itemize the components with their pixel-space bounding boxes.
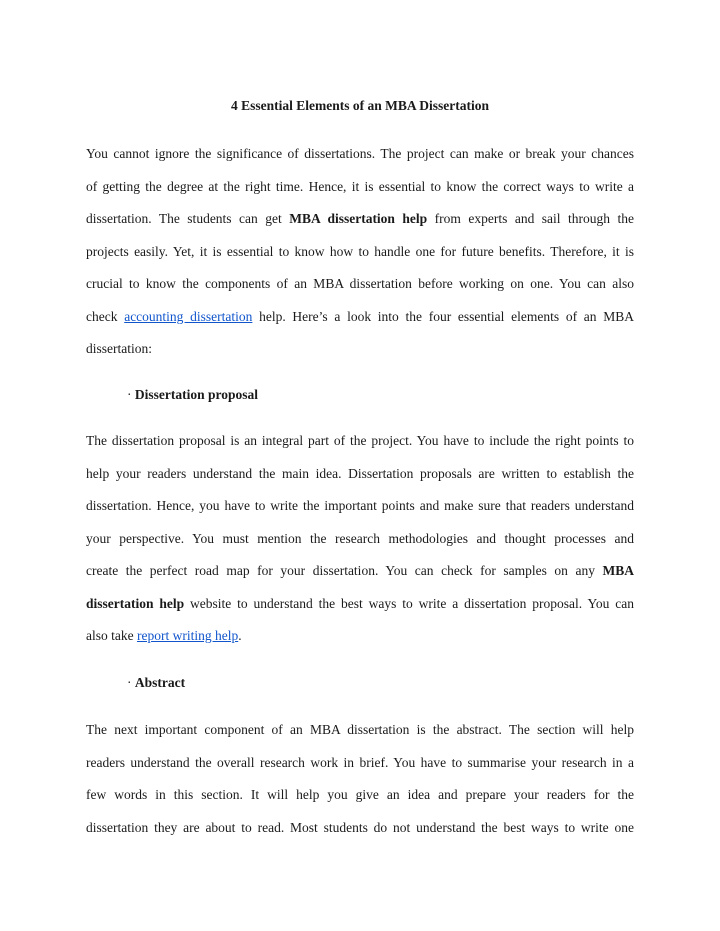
bold-phrase: MBA xyxy=(602,563,634,578)
text-line xyxy=(86,620,634,653)
accounting-dissertation-link[interactable]: accounting dissertation xyxy=(124,308,253,324)
section-heading-abstract xyxy=(127,673,185,693)
text-span: . xyxy=(238,628,242,643)
bullet-dot: · xyxy=(127,675,135,690)
abstract-paragraph xyxy=(86,714,634,844)
text-span: website to understand the best ways to write a dissertation proposal. You can xyxy=(184,595,634,611)
text-line: crucial to know the components of an MBA dissertation before working on one. You can also xyxy=(86,276,634,291)
text-line: dissertation. Hence, you have to write the important points and make sure that readers understand xyxy=(86,498,634,513)
heading-text: Abstract xyxy=(134,675,186,690)
text-line: projects easily. Yet, it is essential to know how to handle one for future benefits. Therefore, it is xyxy=(86,243,634,259)
bold-phrase: MBA dissertation help xyxy=(289,211,428,226)
text-span: from experts and sail through the xyxy=(427,211,634,226)
heading-text: Dissertation proposal xyxy=(134,387,259,402)
report-writing-help-link[interactable]: report writing help xyxy=(136,628,239,643)
text-line: your perspective. You must mention the research methodologies and thought processes and xyxy=(86,530,634,546)
section-heading-dissertation-proposal xyxy=(127,385,258,405)
text-line: help your readers understand the main idea. Dissertation proposals are written to establish the xyxy=(86,465,634,481)
text-line: readers understand the overall research work in brief. You have to summarise your research in a xyxy=(86,754,634,770)
text-span: also take xyxy=(86,628,137,643)
text-line: dissertation they are about to read. Most students do not understand the best ways to write one xyxy=(86,819,634,835)
text-line: You cannot ignore the significance of dissertations. The project can make or break your chances xyxy=(86,146,634,161)
dissertation-proposal-paragraph xyxy=(86,425,634,653)
document-title: 4 Essential Elements of an MBA Dissertation xyxy=(231,98,489,113)
text-line xyxy=(86,203,634,236)
text-span: check xyxy=(86,308,125,324)
text-line: The dissertation proposal is an integral part of the project. You have to include the right points to xyxy=(86,433,634,448)
text-span: create the perfect road map for your dissertation. You can check for samples on any xyxy=(86,563,603,578)
text-span: dissertation. The students can get xyxy=(86,211,290,226)
bullet-dot: · xyxy=(127,387,135,402)
text-line xyxy=(86,588,634,621)
text-line: The next important component of an MBA dissertation is the abstract. The section will help xyxy=(86,722,634,737)
text-line: few words in this section. It will help you give an idea and prepare your readers for the xyxy=(86,787,634,802)
text-line xyxy=(86,555,634,588)
bold-phrase: dissertation help xyxy=(86,595,185,611)
text-line xyxy=(86,301,634,334)
text-line: of getting the degree at the right time. Hence, it is essential to know the correct ways to write a xyxy=(86,178,634,194)
text-span: help. Here’s a look into the four essential elements of an MBA xyxy=(252,308,635,324)
intro-paragraph xyxy=(86,138,634,366)
text-line: dissertation: xyxy=(86,341,152,356)
